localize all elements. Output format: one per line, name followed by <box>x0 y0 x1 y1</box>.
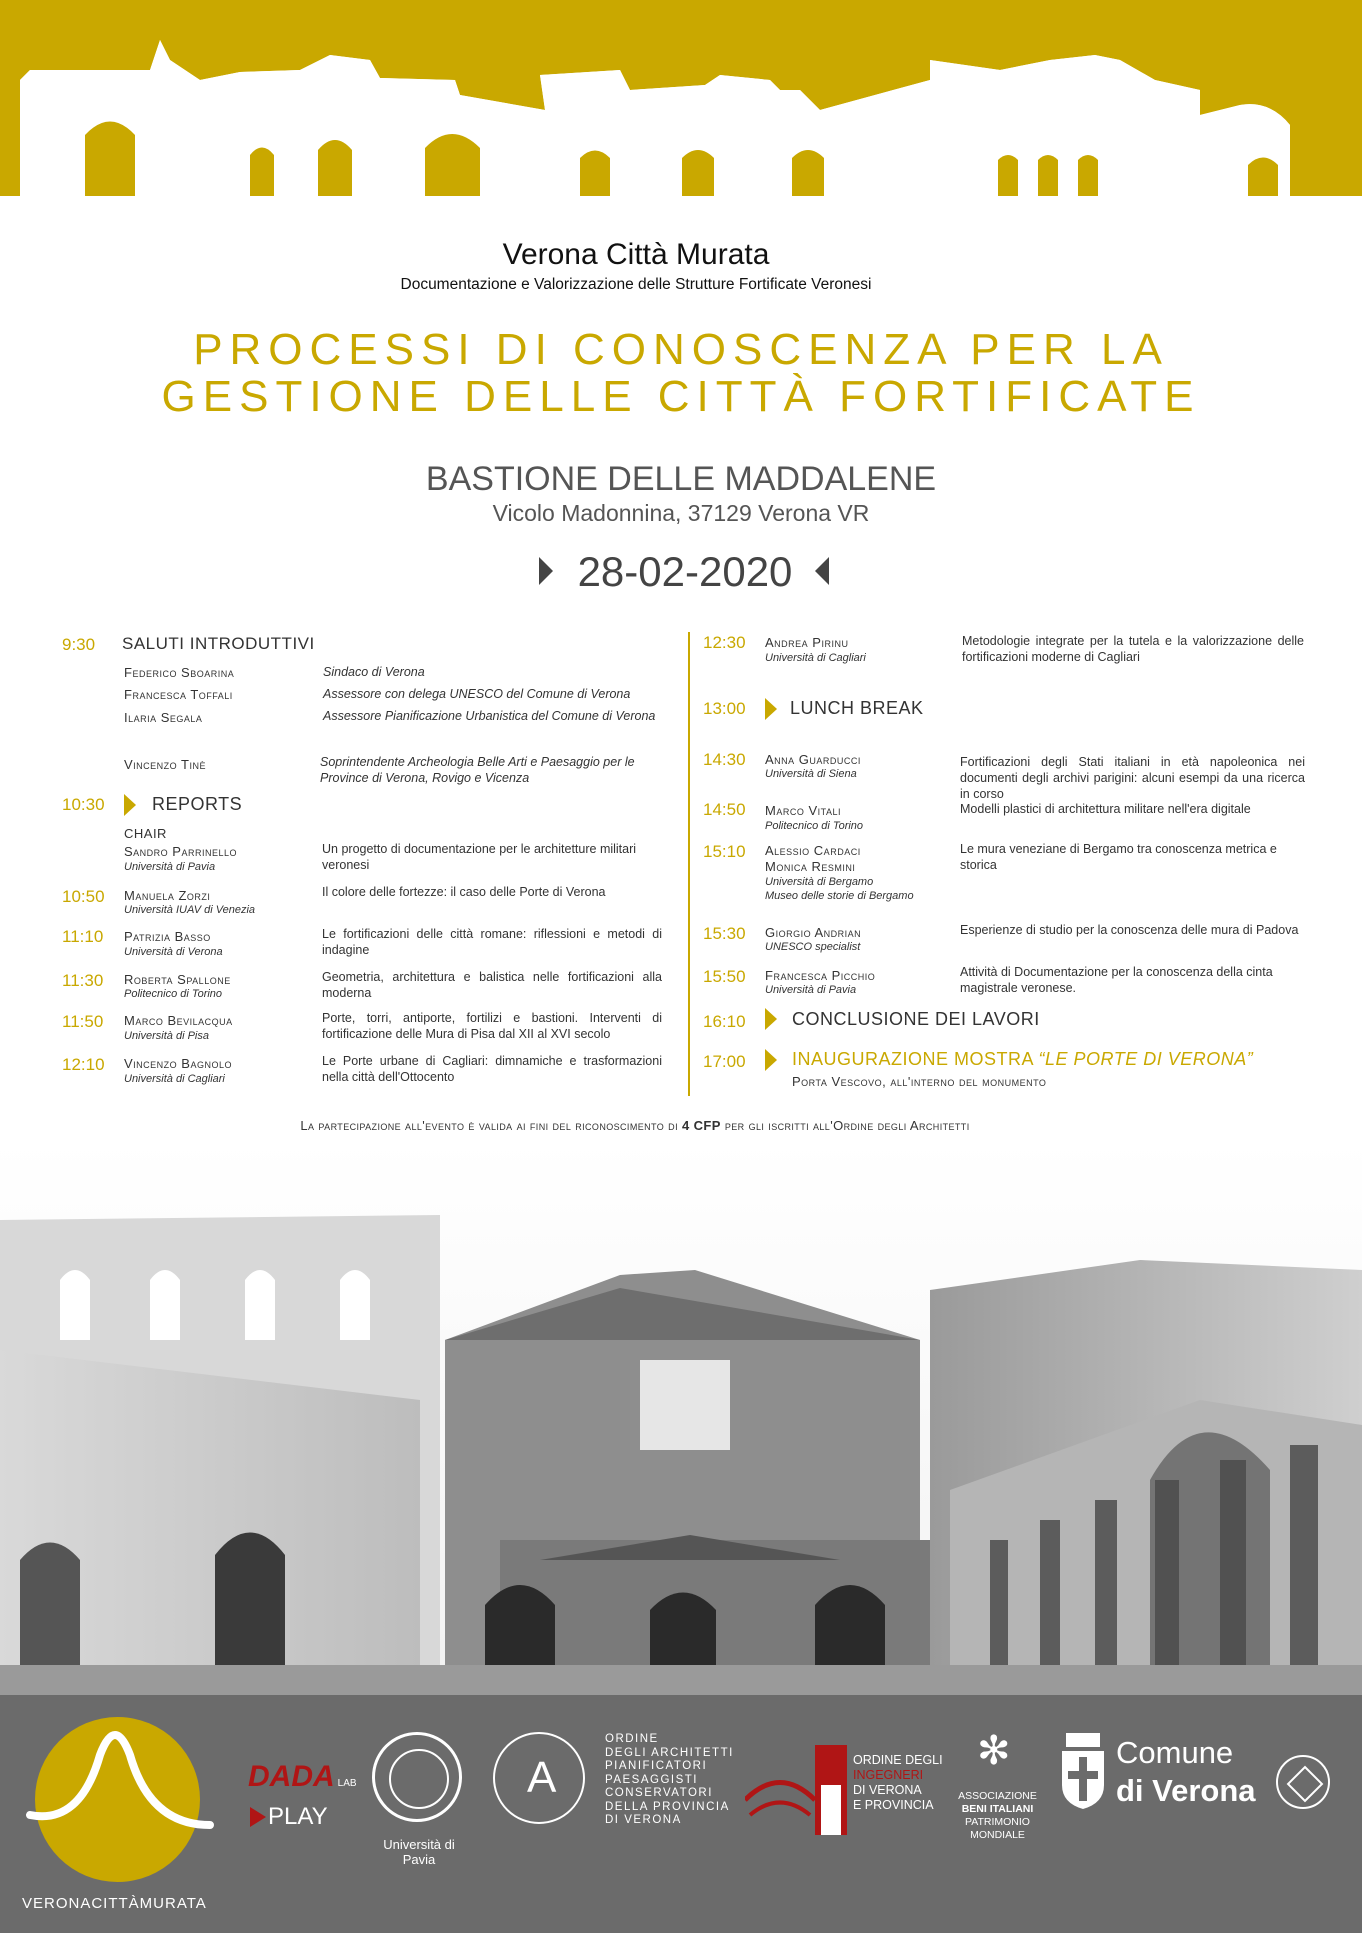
speaker-affiliation: Università di Cagliari <box>124 1073 225 1085</box>
speaker-name: Roberta Spallone <box>124 972 231 987</box>
talk-title: Le mura veneziane di Bergamo tra conoscenza metrica e storica <box>960 842 1277 872</box>
speaker-role: Soprintendente Archeologia Belle Arti e Paesaggio per le Province di Verona, Rovigo e Vicenza <box>320 755 635 785</box>
architects-line: DI VERONA <box>605 1814 682 1826</box>
comune-crest-icon <box>1060 1733 1106 1811</box>
talk-time: 15:50 <box>703 967 746 986</box>
architects-order-text <box>605 1733 734 1828</box>
architects-line: PIANIFICATORI <box>605 1760 708 1772</box>
cfp-note <box>0 1118 1316 1133</box>
beni-italiani-text <box>950 1790 1045 1842</box>
architects-line: ORDINE <box>605 1733 659 1745</box>
session-time: 13:00 <box>703 699 746 718</box>
engineers-line: INGEGNERI <box>853 1768 924 1782</box>
talk-time: 11:50 <box>62 1012 104 1031</box>
speaker-name: Federico Sboarina <box>124 665 235 680</box>
session-title: LUNCH BREAK <box>790 698 924 718</box>
speaker-affiliation: Università di Siena <box>765 768 857 780</box>
speaker-role: Assessore con delega UNESCO del Comune di Verona <box>323 687 631 701</box>
dada-logo-text: DADA <box>248 1760 335 1793</box>
unesco-flower-icon: ✻ <box>977 1729 1011 1773</box>
cfp-note-post: per gli iscritti all'Ordine degli Architetti <box>720 1118 970 1133</box>
engineers-line: DI VERONA <box>853 1783 922 1797</box>
architects-line: DELLA PROVINCIA <box>605 1800 730 1813</box>
talk-time: 15:10 <box>703 842 746 861</box>
speaker-name: Patrizia Basso <box>124 929 211 944</box>
exhibition-title <box>792 1049 1253 1070</box>
talk-title: Geometria, architettura e balistica nelle fortificazioni alla moderna <box>322 970 662 1000</box>
dada-logo <box>248 1760 357 1794</box>
event-date: 28-02-2020 <box>577 548 793 595</box>
exhibition-title-italic: “LE PORTE DI VERONA” <box>1038 1049 1254 1069</box>
session-arrow-icon <box>765 1008 777 1030</box>
talk-time: 11:30 <box>62 971 104 990</box>
world-heritage-icon <box>1276 1755 1330 1809</box>
play-logo-text: PLAY <box>268 1803 328 1830</box>
speaker-affiliation: Università di Bergamo <box>765 876 874 888</box>
beni-line: ASSOCIAZIONE <box>958 1790 1037 1802</box>
speaker-name: Marco Bevilacqua <box>124 1013 233 1028</box>
cfp-note-pre: La partecipazione all'evento è valida ai fini del riconoscimento di <box>300 1118 682 1133</box>
unipv-seal-icon <box>372 1732 462 1822</box>
talk-title: Attività di Documentazione per la conoscenza della cinta magistrale veronese. <box>960 965 1273 995</box>
series-title: Verona Città Murata <box>502 238 770 271</box>
speaker-name: Ilaria Segala <box>124 710 203 725</box>
talk-time: 15:30 <box>703 924 746 943</box>
speaker-name: Sandro Parrinello <box>124 844 237 859</box>
talk-time: 14:30 <box>703 750 746 769</box>
exhibition-title-text: INAUGURAZIONE MOSTRA <box>792 1049 1039 1069</box>
talk-time: 11:10 <box>62 927 104 946</box>
speaker-name: Giorgio Andrian <box>765 925 862 940</box>
comune-text-line2: di Verona <box>1116 1773 1256 1808</box>
beni-line: BENI ITALIANI <box>961 1803 1034 1815</box>
venue-name: BASTIONE DELLE MADDALENE <box>425 460 937 498</box>
talk-title: Modelli plastici di architettura militare nell'era digitale <box>960 802 1251 816</box>
engineers-logo-icon <box>745 1745 855 1835</box>
engineers-line: ORDINE DEGLI <box>853 1753 943 1767</box>
architects-line: CONSERVATORI <box>605 1787 713 1799</box>
talk-time: 14:50 <box>703 800 746 819</box>
vcm-logo-text: VERONACITTÀMURATA <box>22 1895 207 1912</box>
chair-label: CHAIR <box>124 826 167 841</box>
speaker-affiliation: Università di Pisa <box>124 1030 209 1042</box>
date-right-arrow-icon <box>815 557 829 585</box>
footer-logos <box>0 1695 1362 1933</box>
speaker-affiliation: Università di Pavia <box>765 984 857 996</box>
speaker-affiliation: Museo delle storie di Bergamo <box>765 890 914 902</box>
speaker-name: Vincenzo Tinè <box>124 757 206 772</box>
speaker-name: Marco Vitali <box>765 803 841 818</box>
speaker-name: Andrea Pirinu <box>765 635 849 650</box>
session-arrow-icon <box>765 1049 777 1071</box>
play-arrow-icon <box>250 1807 266 1827</box>
session-time: 17:00 <box>703 1052 746 1071</box>
talk-time: 12:10 <box>62 1055 105 1074</box>
talk-title: Porte, torri, antiporte, fortilizi e bastioni. Interventi di fortificazione delle Mura di Pisa dal XII al XVI secolo <box>322 1011 662 1041</box>
speaker-name: Alessio Cardaci <box>765 843 861 858</box>
speaker-role: Assessore Pianificazione Urbanistica del Comune di Verona <box>323 709 656 723</box>
series-subtitle: Documentazione e Valorizzazione delle Strutture Fortificate Veronesi <box>400 276 872 293</box>
engineers-line: E PROVINCIA <box>853 1798 934 1812</box>
session-title: CONCLUSIONE DEI LAVORI <box>792 1009 1040 1029</box>
talk-title: Fortificazioni degli Stati italiani in età napoleonica nei documenti degli archivi parigini: alcuni esempi da una ricerca in corso <box>960 755 1305 801</box>
venue-address: Vicolo Madonnina, 37129 Verona VR <box>492 500 870 526</box>
speaker-affiliation: UNESCO specialist <box>765 941 861 953</box>
column-divider <box>688 632 690 1096</box>
vcm-wave-icon <box>20 1715 220 1845</box>
speaker-name: Anna Guarducci <box>765 752 861 767</box>
speaker-role: Sindaco di Verona <box>323 665 425 679</box>
speaker-name: Monica Resmini <box>765 859 856 874</box>
monument-photo <box>0 1140 1362 1695</box>
architects-line: PAESAGGISTI <box>605 1773 698 1786</box>
session-arrow-icon <box>765 698 777 720</box>
speaker-affiliation: Politecnico di Torino <box>124 988 223 1000</box>
speaker-name: Francesca Toffali <box>124 687 233 702</box>
speaker-affiliation: Università di Cagliari <box>765 652 866 664</box>
exhibition-place: Porta Vescovo, all'interno del monumento <box>792 1074 1047 1089</box>
architects-line: DEGLI ARCHITETTI <box>605 1746 734 1759</box>
architects-logo-icon: A <box>493 1732 585 1824</box>
talk-title: Le fortificazioni delle città romane: riflessioni e metodi di indagine <box>322 927 662 957</box>
skyline-banner <box>0 0 1362 200</box>
session-title: SALUTI INTRODUTTIVI <box>122 634 315 653</box>
talk-title: Esperienze di studio per la conoscenza delle mura di Padova <box>960 923 1299 937</box>
session-time: 16:10 <box>703 1012 746 1031</box>
beni-line: MONDIALE <box>970 1829 1025 1841</box>
session-time: 9:30 <box>62 635 96 654</box>
comune-text-line1: Comune <box>1116 1735 1234 1770</box>
speaker-affiliation: Politecnico di Torino <box>765 820 864 832</box>
session-arrow-icon <box>124 794 136 816</box>
speaker-affiliation: Università di Verona <box>124 946 223 958</box>
cfp-note-credits: 4 CFP <box>682 1118 721 1133</box>
talk-title: Metodologie integrate per la tutela e la valorizzazione delle fortificazioni moderne di Cagliari <box>962 634 1304 664</box>
engineers-order-text <box>853 1753 943 1813</box>
talk-title: Un progetto di documentazione per le architetture militari veronesi <box>322 842 637 872</box>
session-title: REPORTS <box>152 794 243 814</box>
speaker-name: Vincenzo Bagnolo <box>124 1056 232 1071</box>
speaker-affiliation: Università di Pavia <box>124 861 216 873</box>
speaker-name: Francesca Picchio <box>765 968 876 983</box>
session-time: 10:30 <box>62 795 105 814</box>
speaker-name: Manuela Zorzi <box>124 888 211 903</box>
talk-title: Le Porte urbane di Cagliari: dimnamiche e trasformazioni nella città dell'Ottocento <box>322 1054 662 1084</box>
unipv-label: Università di Pavia <box>383 1837 455 1867</box>
beni-line: PATRIMONIO <box>965 1816 1030 1828</box>
event-title-line2: GESTIONE DELLE CITTÀ FORTIFICATE <box>161 372 1201 421</box>
dada-lab-text: LAB <box>337 1778 357 1789</box>
talk-time: 10:50 <box>62 887 105 906</box>
speaker-affiliation: Università IUAV di Venezia <box>124 904 256 916</box>
event-title-line1: PROCESSI DI CONOSCENZA PER LA <box>193 325 1169 374</box>
talk-time: 12:30 <box>703 633 746 652</box>
talk-title: Il colore delle fortezze: il caso delle Porte di Verona <box>322 885 606 899</box>
